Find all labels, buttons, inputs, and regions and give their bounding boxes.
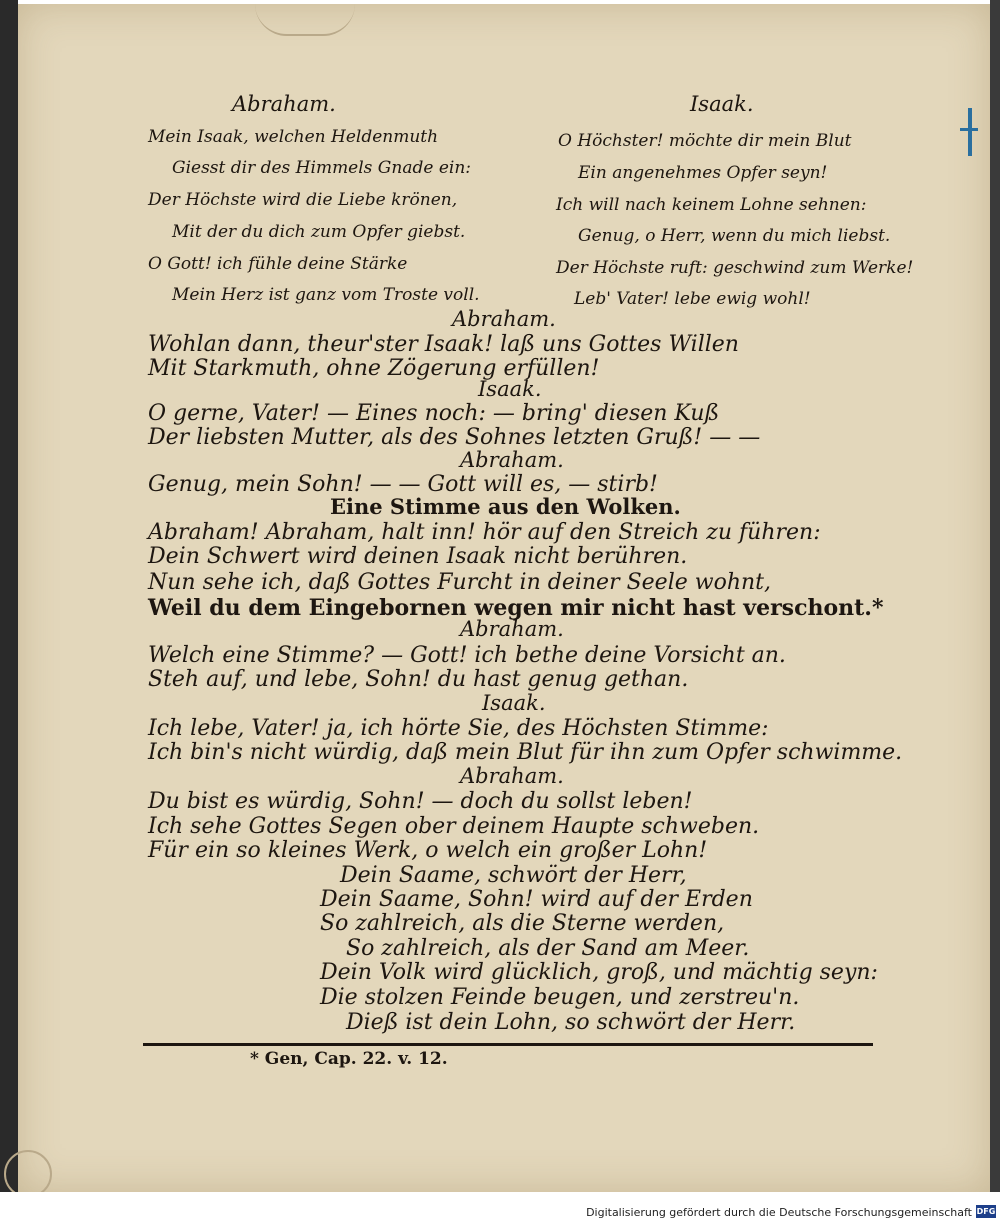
duet-right-line: Der Höchste ruft: geschwind zum Werke! <box>556 258 914 278</box>
dialogue-line: Für ein so kleines Werk, o welch ein großer Lohn! <box>148 838 708 863</box>
duet-left-line: Giesst dir des Himmels Gnade ein: <box>172 158 471 178</box>
duet-left-line: Mit der du dich zum Opfer giebst. <box>172 222 466 242</box>
aria-line: So zahlreich, als die Sterne werden, <box>320 911 725 936</box>
speaker-abraham: Abraham. <box>460 448 564 472</box>
duet-right-line: Ein angenehmes Opfer seyn! <box>578 163 828 183</box>
speaker-abraham: Abraham. <box>460 764 564 788</box>
dialogue-line: Weil du dem Eingebornen wegen mir nicht hast verschont.* <box>148 595 884 621</box>
aria-line: Die stolzen Feinde beugen, und zerstreu'n. <box>320 985 800 1010</box>
speaker-voice-from-clouds: Eine Stimme aus den Wolken. <box>330 494 681 519</box>
page-edge-left <box>0 0 18 1192</box>
dialogue-line: Abraham! Abraham, halt inn! hör auf den Streich zu führen: <box>148 520 821 545</box>
dialogue-line: Ich sehe Gottes Segen ober deinem Haupte schweben. <box>148 814 760 839</box>
page-edge-right <box>990 0 1000 1192</box>
footnote: * Gen, Cap. 22. v. 12. <box>250 1049 448 1069</box>
duet-right-line: Genug, o Herr, wenn du mich liebst. <box>578 226 891 246</box>
dialogue-line: Nun sehe ich, daß Gottes Furcht in deiner Seele wohnt, <box>148 570 771 595</box>
aria-line: Dein Volk wird glücklich, groß, und mächtig seyn: <box>320 960 878 985</box>
dialogue-line: Dein Schwert wird deinen Isaak nicht berühren. <box>148 544 688 569</box>
dialogue-line: O gerne, Vater! — Eines noch: — bring' diesen Kuß <box>148 401 720 426</box>
dialogue-line: Du bist es würdig, Sohn! — doch du sollst leben! <box>148 789 693 814</box>
duet-left-line: O Gott! ich fühle deine Stärke <box>148 254 408 274</box>
aria-line: So zahlreich, als der Sand am Meer. <box>346 936 750 961</box>
dialogue-line: Mit Starkmuth, ohne Zögerung erfüllen! <box>148 356 600 381</box>
speaker-isaak: Isaak. <box>478 377 542 401</box>
dialogue-line: Der liebsten Mutter, als des Sohnes letzten Gruß! — — <box>148 425 761 450</box>
speaker-abraham: Abraham. <box>452 307 556 331</box>
aria-line: Dein Saame, Sohn! wird auf der Erden <box>320 887 753 912</box>
duet-right-line: O Höchster! möchte dir mein Blut <box>558 131 852 151</box>
duet-right-heading: Isaak. <box>690 92 754 116</box>
footnote-rule <box>143 1043 873 1046</box>
page-stain-mark <box>4 1150 52 1198</box>
dialogue-line: Ich lebe, Vater! ja, ich hörte Sie, des Höchsten Stimme: <box>148 716 769 741</box>
dialogue-line: Genug, mein Sohn! — — Gott will es, — stirb! <box>148 472 658 497</box>
dfg-logo: DFG <box>976 1207 996 1216</box>
duet-left-heading: Abraham. <box>232 92 336 116</box>
funding-credit: Digitalisierung gefördert durch die Deutsche Forschungsgemeinschaft <box>586 1206 972 1219</box>
aria-line: Dein Saame, schwört der Herr, <box>340 863 687 888</box>
blue-pencil-mark-cross <box>960 128 978 131</box>
duet-left-line: Der Höchste wird die Liebe krönen, <box>148 190 458 210</box>
speaker-abraham: Abraham. <box>460 617 564 641</box>
aria-line: Dieß ist dein Lohn, so schwört der Herr. <box>346 1010 796 1035</box>
duet-right-line: Leb' Vater! lebe ewig wohl! <box>574 289 811 309</box>
speaker-isaak: Isaak. <box>482 691 546 715</box>
duet-right-line: Ich will nach keinem Lohne sehnen: <box>556 195 867 215</box>
dialogue-line: Ich bin's nicht würdig, daß mein Blut für ihn zum Opfer schwimme. <box>148 740 903 765</box>
dialogue-line: Steh auf, und lebe, Sohn! du hast genug gethan. <box>148 667 689 692</box>
blue-pencil-mark <box>968 108 972 156</box>
duet-left-line: Mein Isaak, welchen Heldenmuth <box>148 127 439 147</box>
duet-left-line: Mein Herz ist ganz vom Troste voll. <box>172 285 480 305</box>
dialogue-line: Welch eine Stimme? — Gott! ich bethe deine Vorsicht an. <box>148 643 786 668</box>
dialogue-line: Wohlan dann, theur'ster Isaak! laß uns Gottes Willen <box>148 332 739 357</box>
